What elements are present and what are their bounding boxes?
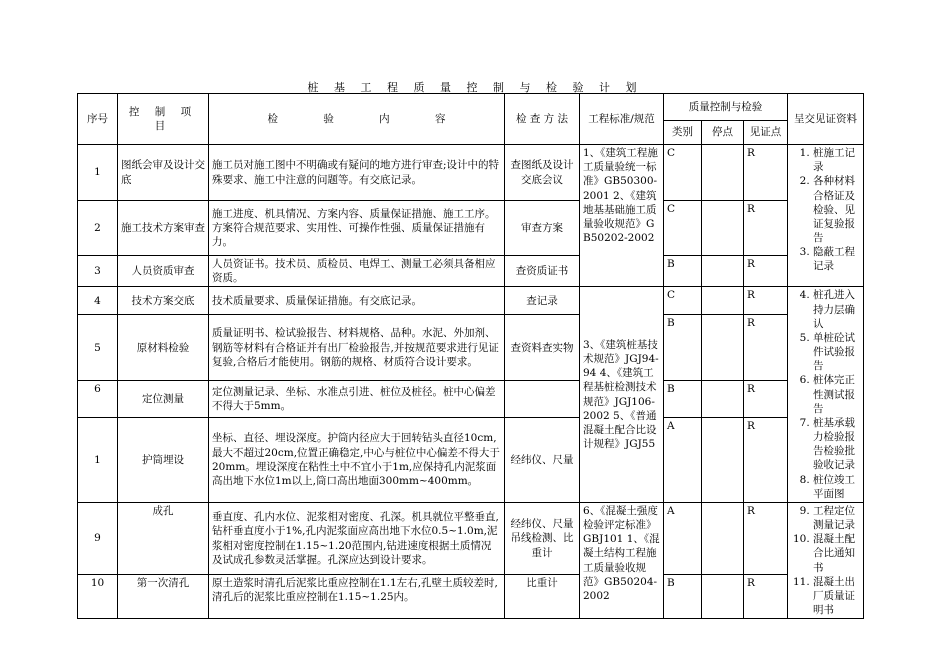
header-docs: 呈交见证资料 — [788, 94, 864, 145]
standards-group-3: 6、《混凝土强度检验评定标准》GBJ101 1、《混凝土结构工程施工质量验收规范》GB50204-2002 — [580, 502, 664, 618]
row-stop — [702, 145, 744, 201]
row-item: 原材料检验 — [118, 315, 209, 380]
row-category: C — [664, 201, 702, 256]
row-stop — [702, 502, 744, 574]
row-category: B — [664, 380, 702, 417]
row-witness: R — [744, 502, 788, 574]
row-witness: R — [744, 575, 788, 619]
table-row — [78, 145, 864, 201]
header-content: 检 验 内 容 — [209, 94, 505, 145]
docs-item: 6. 桩体完正性测试报告 — [813, 373, 860, 416]
row-category: C — [664, 287, 702, 315]
docs-group-2 — [788, 287, 864, 503]
row-item: 定位测量 — [118, 380, 209, 417]
table-row — [78, 287, 864, 315]
header-seq: 序号 — [78, 94, 118, 145]
row-witness: R — [744, 315, 788, 380]
row-no: 6 — [78, 380, 118, 417]
docs-item: 8. 桩位竣工平面图 — [813, 473, 860, 501]
docs-item: 5. 单桩砼试件试验报告 — [813, 331, 860, 374]
docs-group-1 — [788, 145, 864, 287]
row-method: 经纬仪、尺量吊线检测、比重计 — [505, 502, 580, 574]
row-stop — [702, 256, 744, 287]
table-row — [78, 417, 864, 502]
table-row — [78, 256, 864, 287]
header-item: 控 制 项 目 — [118, 94, 209, 145]
table-row — [78, 315, 864, 380]
row-no: 9 — [78, 502, 118, 574]
row-stop — [702, 380, 744, 417]
row-witness: R — [744, 256, 788, 287]
header-qc: 质量控制与检验 — [664, 94, 788, 121]
row-witness: R — [744, 201, 788, 256]
standards-group-1: 1、《建筑工程施工质量验统一标准》GB50300-2001 2、《建筑地基基础施工质量验收规范》GB50202-2002 — [580, 145, 664, 287]
row-witness: R — [744, 145, 788, 201]
docs-item: 7. 桩基承载力检验报告检验批验收记录 — [813, 416, 860, 473]
row-content: 施工员对施工图中不明确或有疑问的地方进行审查;设计中的特殊要求、施工中注意的问题等。有交底记录。 — [209, 145, 505, 201]
row-category: B — [664, 315, 702, 380]
row-item: 成孔 — [118, 502, 209, 574]
row-witness: R — [744, 380, 788, 417]
row-stop — [702, 575, 744, 619]
row-stop — [702, 201, 744, 256]
row-witness: R — [744, 287, 788, 315]
table-row — [78, 575, 864, 619]
row-witness: R — [744, 417, 788, 502]
row-method: 查记录 — [505, 287, 580, 315]
row-content: 原土造浆时清孔后泥浆比重应控制在1.1左右,孔壁土质较差时,清孔后的泥浆比重应控制在1.15~1.25内。 — [209, 575, 505, 619]
row-method — [505, 380, 580, 417]
row-stop — [702, 287, 744, 315]
row-content: 垂直度、孔内水位、泥浆相对密度、孔深。机具就位平整垂直,钻杆垂直度小于1%,孔内泥浆面应高出地下水位0.5~1.0m,泥浆相对密度控制在1.15~1.20范围内,钻进速度根据土质情况及试成孔参数灵活掌握。孔深应达到设计要求。 — [209, 502, 505, 574]
docs-item: 11. 混凝土出厂质量证明书 — [813, 575, 860, 618]
docs-item: 4. 桩孔进入持力层确认 — [813, 288, 860, 331]
row-content: 技术质量要求、质量保证措施。有交底记录。 — [209, 287, 505, 315]
row-no: 4 — [78, 287, 118, 315]
docs-item: 10. 混凝土配合比通知书 — [813, 532, 860, 575]
row-method: 审查方案 — [505, 201, 580, 256]
row-no: 1 — [78, 145, 118, 201]
table-row — [78, 201, 864, 256]
table-row — [78, 380, 864, 417]
row-content: 坐标、直径、埋设深度。护筒内径应大于回转钻头直径10cm,最大不超过20cm,位置正确稳定,中心与桩位中心偏差不得大于20mm。埋设深度在粘性土中不宜小于1m,应保持孔内泥浆面高出地下水位1m以上,筒口高出地面300mm~400mm。 — [209, 417, 505, 502]
quality-plan-table — [77, 93, 864, 619]
row-item: 护筒埋设 — [118, 417, 209, 502]
row-item: 图纸会审及设计交底 — [118, 145, 209, 201]
row-method: 查资质证书 — [505, 256, 580, 287]
row-method: 经纬仪、尺量 — [505, 417, 580, 502]
row-no: 1 — [78, 417, 118, 502]
docs-item: 2. 各种材料合格证及检验、见证复验报告 — [813, 174, 860, 245]
row-category: C — [664, 145, 702, 201]
header-stop: 停点 — [702, 121, 744, 145]
row-item: 人员资质审查 — [118, 256, 209, 287]
docs-group-3 — [788, 502, 864, 618]
row-content: 人员资证书。技术员、质检员、电焊工、测量工必须具备相应资质。 — [209, 256, 505, 287]
table-row — [78, 502, 864, 574]
header-method: 检 查 方 法 — [505, 94, 580, 145]
row-item: 技术方案交底 — [118, 287, 209, 315]
row-item: 施工技术方案审查 — [118, 201, 209, 256]
row-category: B — [664, 575, 702, 619]
header-standard: 工程标准/规范 — [580, 94, 664, 145]
row-content: 施工进度、机具情况、方案内容、质量保证措施、施工工序。方案符合规范要求、实用性、可操作性强、质量保证措施有力。 — [209, 201, 505, 256]
header-category: 类别 — [664, 121, 702, 145]
docs-item: 1. 桩施工记录 — [813, 146, 860, 174]
row-stop — [702, 315, 744, 380]
row-category: A — [664, 417, 702, 502]
page-title: 桩 基 工 程 质 量 控 制 与 检 验 计 划 — [307, 81, 643, 94]
docs-item: 3. 隐蔽工程记录 — [813, 245, 860, 273]
row-no: 3 — [78, 256, 118, 287]
row-no: 2 — [78, 201, 118, 256]
row-method: 查资料查实物 — [505, 315, 580, 380]
row-content: 定位测量记录、坐标、水准点引进、桩位及桩径。桩中心偏差不得大于5mm。 — [209, 380, 505, 417]
row-content: 质量证明书、检试验报告、材料规格、品种。水泥、外加剂、钢筋等材料有合格证并有出厂检验报告,并按规范要求进行见证复验,合格后才能使用。钢筋的规格、材质符合设计要求。 — [209, 315, 505, 380]
docs-item: 9. 工程定位测量记录 — [813, 504, 860, 532]
row-item: 第一次清孔 — [118, 575, 209, 619]
row-category: B — [664, 256, 702, 287]
row-method: 查图纸及设计交底会议 — [505, 145, 580, 201]
row-no: 10 — [78, 575, 118, 619]
row-no: 5 — [78, 315, 118, 380]
row-stop — [702, 417, 744, 502]
row-category: A — [664, 502, 702, 574]
standards-group-2: 3、《建筑桩基技术规范》JGJ94-94 4、《建筑工程基桩检测技术规范》JGJ106-2002 5、《普通混凝土配合比设计规程》JGJ55 — [580, 287, 664, 503]
header-witness: 见证点 — [744, 121, 788, 145]
row-method: 比重计 — [505, 575, 580, 619]
header-row — [78, 94, 864, 121]
